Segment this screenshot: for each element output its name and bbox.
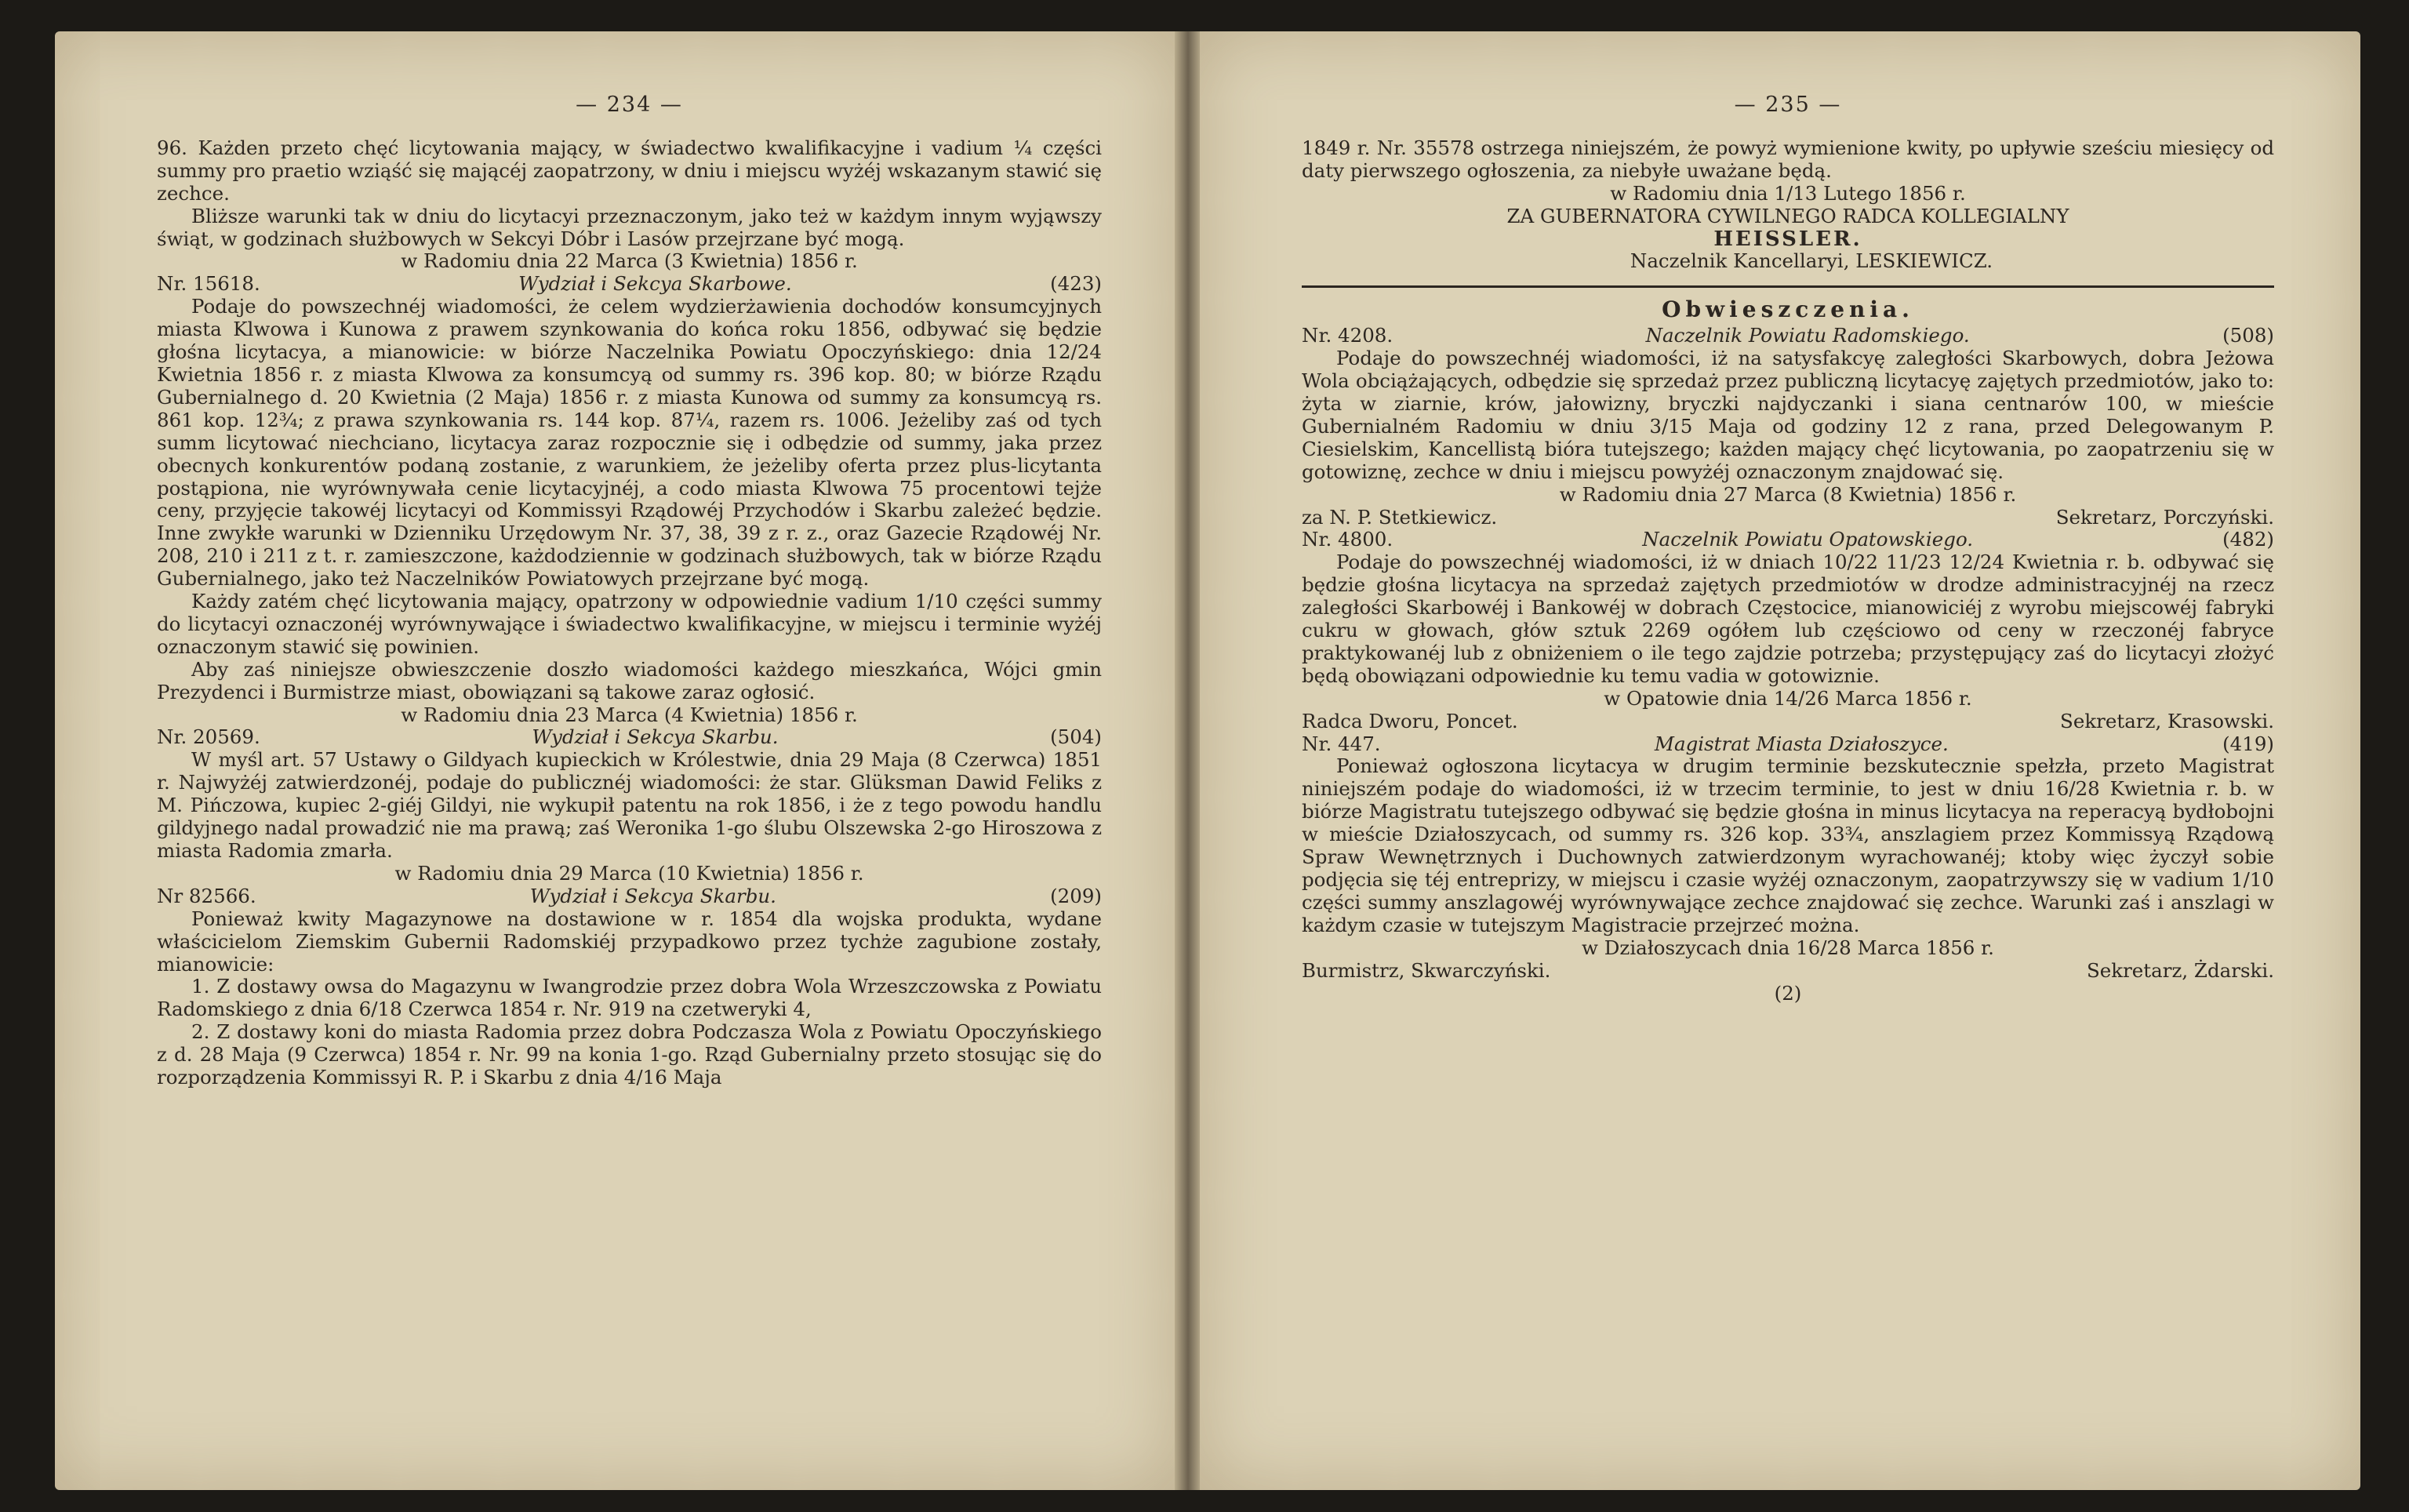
notice-number: Nr. 20569. (157, 725, 260, 749)
right-page-content (1302, 94, 2274, 1005)
notice-header (1302, 325, 2274, 347)
paragraph: Ponieważ ogłoszona licytacya w drugim terminie bezskutecznie spełzła, przeto Magistrat niniejszém podaje do wiadomości, iż w trzecim terminie, to jest w dniu 16/28 Kwietnia r. b. w biórze Magistratu tutejszego odbywać się będzie głośna in minus licytacya na reperacyą bydłobojni w mieście Działoszycach, od summy rs. 326 kop. 33¾, anszlagiem przez Kommissyą Rządową Spraw Wewnętrznych i Duchownych zatwierdzonym wyrachowanéj; ktoby więc życzył sobie podjęcia się téj entreprizy, w miejscu i czasie wyżéj oznaczonym, zaopatrzywszy się w vadium 1/10 części summy anszlagowéj wyrównywające zechce znajdować się zechce. Warunki zaś i anszlagi w każdym czasie w tutejszym Magistracie przejrzeć można. (1302, 754, 2274, 936)
notice-code: (419) (2222, 732, 2274, 755)
paragraph: W myśl art. 57 Ustawy o Gildyach kupieckich w Królestwie, dnia 29 Maja (8 Czerwca) 1851 r. Najwyżéj zatwierdzonéj, podaje do publicznéj wiadomości: że star. Glüksman Dawid Feliks z M. Pińczowa, kupiec 2-giéj Gildyi, nie wykupił patentu na rok 1856, i że z tego powodu handlu gildyjnego nadal prowadzić nie ma prawą; zaś Weronika 1-go ślubu Olszewska 2-go Hiroszowa z miasta Radomia zmarła. (157, 748, 1102, 862)
notice-department: Naczelnik Powiatu Radomskiego. (1645, 324, 1970, 347)
chancellery-line: Naczelnik Kancellaryi, LESKIEWICZ. (1630, 249, 1993, 273)
paragraph: Podaje do powszechnéj wiadomości, iż na satysfakcyę zaległości Skarbowych, dobra Jeżowa Wola obciążających, odbędzie się sprzedaż przez publiczną licytacyę zajętych przedmiotów, jako to: żyta w ziarnie, krów, jałowizny, bryczki najdyczanki i siana centnarów 100, w mieście Gubernialném Radomiu w dniu 3/15 Maja od godziny 12 z rana, przed Delegowanym P. Ciesielskim, Kancellistą bióra tutejszego; każden mający chęć licytowania, po zaopatrzeniu się w gotowiznę, zechce w dniu i miejscu powyżéj oznaczonym znajdować się. (1302, 347, 2274, 483)
notice-department: Wydział i Sekcya Skarbowe. (518, 272, 792, 296)
date-line: w Opatowie dnia 14/26 Marca 1856 r. (1604, 686, 1972, 710)
notice-department: Naczelnik Powiatu Opatowskiego. (1642, 528, 1974, 551)
notice-header (1302, 529, 2274, 551)
notice-code: (482) (2222, 528, 2274, 551)
signatories (1302, 960, 2274, 983)
date-line: w Radomiu dnia 1/13 Lutego 1856 r. (1610, 181, 1966, 205)
left-page-content (157, 94, 1102, 1089)
notice-department: Wydział i Sekcya Skarbu. (529, 884, 776, 907)
right-page (1200, 31, 2360, 1490)
secretary: Sekretarz, Żdarski. (2086, 958, 2274, 982)
page-number: — 234 — (576, 93, 683, 117)
divider (1302, 285, 2274, 288)
notice-number: Nr. 4800. (1302, 528, 1393, 551)
book-gutter (1175, 31, 1201, 1490)
paragraph: Podaje do powszechnéj wiadomości, że celem wydzierżawienia dochodów konsumcyjnych miasta Klwowa i Kunowa z prawem szynkowania do końca roku 1856, odbywać się będzie głośna licytacya, a mianowicie: w biórze Naczelnika Powiatu Opoczyńskiego: dnia 12/24 Kwietnia 1856 r. z miasta Klwowa za konsumcyą od summy rs. 396 kop. 80; w biórze Rządu Gubernialnego d. 20 Kwietnia (2 Maja) 1856 r. z miasta Kunowa od summy za konsumcyą rs. 861 kop. 12¾; z prawa szynkowania rs. 144 kop. 87¼, razem rs. 1006. Jeżeliby zaś od tych summ licytować niechciano, licytacya zaraz rozpocznie się i odbędzie od summy, jaka przez obecnych konkurentów podaną zostanie, z warunkiem, że jeżeliby oferta przez plus-licytanta postąpiona, nie wyrównywała cenie licytacyjnéj, a codo miasta Klwowa 75 procentowi tejże ceny, przyjęcie takowéj licytacyi od Kommissyi Rządowéj Przychodów i Skarbu zależeć będzie. Inne zwykłe warunki w Dzienniku Urzędowym Nr. 37, 38, 39 z r. z., oraz Gazecie Rządowéj Nr. 208, 210 i 211 z t. r. zamieszczone, każdodziennie w godzinach służbowych, tak w biórze Rządu Gubernialnego, jako też Naczelników Powiatowych przejrzane być mogą. (157, 295, 1102, 591)
paragraph: Podaje do powszechnéj wiadomości, iż w dniach 10/22 11/23 12/24 Kwietnia r. b. odbywać się będzie głośna licytacya na sprzedaż zajętych przedmiotów w drodze administracyjnéj na rzecz zaległości Skarbowéj i Bankowéj w dobrach Częstocice, mianowiciéj z wyrobu miejscowéj fabryki cukru w głowach, głów sztuk 2269 ogółem lub częściowo od ceny w rzeczonéj fabryce praktykowanéj lub z obniżeniem o ile tego zajdzie potrzeba; przystępujący zaś do licytacyi złożyć będą obowiązani odpowiednie ku temu vadia w gotowiznie. (1302, 551, 2274, 687)
signatory: za N. P. Stetkiewicz. (1302, 505, 1498, 529)
paragraph: Bliższe warunki tak w dniu do licytacyi przeznaczonym, jako też w każdym innym wyjąwszy świąt, w godzinach służbowych w Sekcyi Dóbr i Lasów przejrzane być mogą. (157, 204, 1102, 250)
notice-header (157, 726, 1102, 749)
paragraph: 1849 r. Nr. 35578 ostrzega niniejszém, że powyż wymienione kwity, po upływie sześciu miesięcy od daty pierwszego ogłoszenia, za niebyłe uważane będą. (1302, 136, 2274, 182)
secretary: Sekretarz, Krasowski. (2060, 709, 2274, 732)
notice-department: Magistrat Miasta Działoszyce. (1654, 732, 1949, 755)
date-line: w Radomiu dnia 29 Marca (10 Kwietnia) 1856 r. (394, 861, 864, 885)
notice-code: (209) (1050, 884, 1102, 907)
paragraph: Każdy zatém chęć licytowania mający, opatrzony w odpowiednie vadium 1/10 części summy do licytacyi oznaczonéj wyrównywające i świadectwo kwalifikacyjne, w miejscu i terminie wyżéj oznaczonym stawić się powinien. (157, 590, 1102, 658)
signature: HEISSLER. (1713, 227, 1862, 251)
authority-line: ZA GUBERNATORA CYWILNEGO RADCA KOLLEGIALNY (1506, 204, 2069, 227)
date-line: w Radomiu dnia 27 Marca (8 Kwietnia) 1856 r. (1559, 482, 2017, 506)
secretary: Sekretarz, Porczyński. (2055, 505, 2274, 529)
signatory: Burmistrz, Skwarczyński. (1302, 958, 1551, 982)
paragraph: Ponieważ kwity Magazynowe na dostawione w r. 1854 dla wojska produkta, wydane właścicielom Ziemskim Gubernii Radomskiéj przypadkowo przez tychże zagubione zostały, mianowicie: (157, 907, 1102, 976)
left-page (55, 31, 1176, 1490)
notice-header (157, 885, 1102, 908)
signatories (1302, 507, 2274, 529)
notice-number: Nr. 4208. (1302, 324, 1393, 347)
date-line: w Działoszycach dnia 16/28 Marca 1856 r. (1582, 936, 1994, 959)
notice-code: (423) (1050, 272, 1102, 296)
notice-code: (508) (2222, 324, 2274, 347)
paragraph: Aby zaś niniejsze obwieszczenie doszło wiadomości każdego mieszkańca, Wójci gmin Prezydenci i Burmistrze miast, obowiązani są takowe zaraz ogłosić. (157, 657, 1102, 703)
paragraph: 2. Z dostawy koni do miasta Radomia przez dobra Podczasza Wola z Powiatu Opoczyńskiego z d. 28 Maja (9 Czerwca) 1854 r. Nr. 99 na konia 1-go. Rząd Gubernialny przeto stosując się do rozporządzenia Kommissyi R. P. i Skarbu z dnia 4/16 Maja (157, 1020, 1102, 1089)
signatory: Radca Dworu, Poncet. (1302, 709, 1518, 732)
page-number: — 235 — (1734, 93, 1842, 117)
notice-header (157, 273, 1102, 296)
notice-department: Wydział i Sekcya Skarbu. (532, 725, 779, 749)
notice-header (1302, 733, 2274, 756)
notice-number: Nr 82566. (157, 884, 256, 907)
signature-mark: (2) (1774, 981, 1802, 1005)
date-line: w Radomiu dnia 23 Marca (4 Kwietnia) 1856 r. (401, 703, 858, 726)
paragraph: 1. Z dostawy owsa do Magazynu w Iwangrodzie przez dobra Wola Wrzeszczowska z Powiatu Radomskiego z dnia 6/18 Czerwca 1854 r. Nr. 919 na czetweryki 4, (157, 975, 1102, 1021)
paragraph: 96. Każden przeto chęć licytowania mający, w świadectwo kwalifikacyjne i vadium ¼ części summy pro praetio wziąść się mającéj zaopatrzony, w dniu i miejscu wyżéj wskazanym stawić się zechce. (157, 136, 1102, 205)
notice-number: Nr. 15618. (157, 272, 260, 296)
notice-number: Nr. 447. (1302, 732, 1381, 755)
signatories (1302, 711, 2274, 733)
notice-code: (504) (1050, 725, 1102, 749)
date-line: w Radomiu dnia 22 Marca (3 Kwietnia) 1856 r. (401, 249, 858, 273)
section-heading: Obwieszczenia. (1662, 296, 1914, 323)
